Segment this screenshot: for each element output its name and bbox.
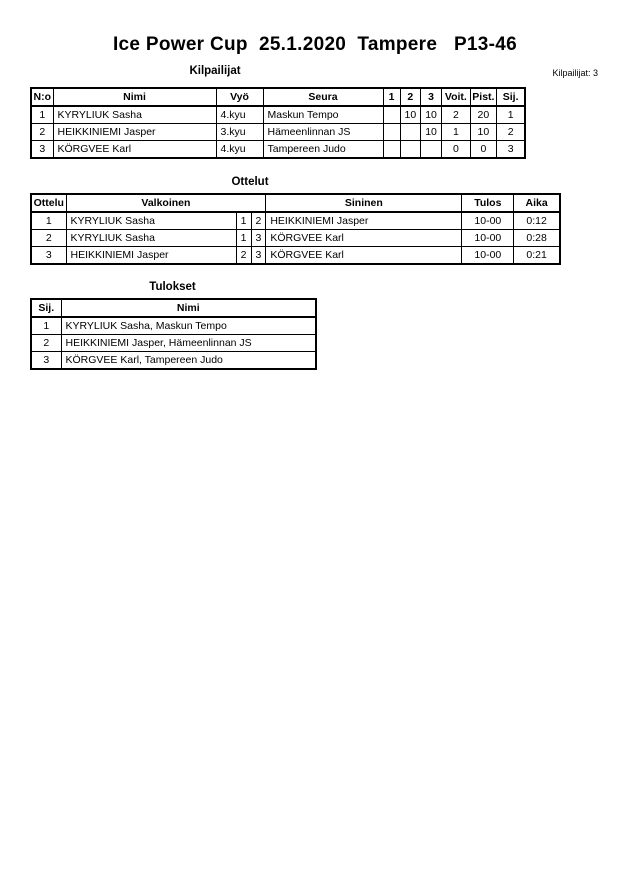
cell-white-no: 1 [236,230,251,247]
cell-score-2 [400,124,421,141]
cell-match-no: 1 [31,212,66,230]
col-header-points: Pist. [470,88,496,106]
col-header-white: Valkoinen [66,194,266,212]
col-header-place: Sij. [31,299,61,317]
col-header-belt: Vyö [216,88,263,106]
cell-no: 2 [31,124,53,141]
col-header-1: 1 [383,88,400,106]
results-section-title: Tulokset [149,281,196,293]
matches-table [30,193,561,265]
cell-club: Maskun Tempo [263,106,383,124]
col-header-3: 3 [421,88,442,106]
matches-section-title: Ottelut [231,176,269,188]
cell-result: 10-00 [462,230,514,247]
cell-blue-no: 3 [251,247,266,265]
cell-score-2: 10 [400,106,421,124]
cell-score-1 [383,124,400,141]
cell-place: 1 [496,106,525,124]
cell-belt: 4.kyu [216,106,263,124]
col-header-wins: Voit. [441,88,470,106]
cell-white-no: 1 [236,212,251,230]
cell-blue-name: KÖRGVEE Karl [266,247,462,265]
cell-blue-no: 2 [251,212,266,230]
competitor-row [31,124,525,141]
cell-blue-name: KÖRGVEE Karl [266,230,462,247]
cell-blue-name: HEIKKINIEMI Jasper [266,212,462,230]
competitors-table [30,87,526,159]
cell-place: 1 [31,317,61,335]
cell-no: 1 [31,106,53,124]
competitor-row [31,141,525,159]
match-row [31,230,560,247]
cell-score-3: 10 [421,106,442,124]
cell-name-club: HEIKKINIEMI Jasper, Hämeenlinnan JS [61,335,316,352]
cell-name: HEIKKINIEMI Jasper [53,124,216,141]
col-header-result: Tulos [462,194,514,212]
col-header-time: Aika [514,194,560,212]
match-row [31,212,560,230]
competitor-row [31,106,525,124]
cell-wins: 2 [441,106,470,124]
cell-white-name: KYRYLIUK Sasha [66,212,236,230]
cell-score-2 [400,141,421,159]
competitors-section [0,65,630,159]
cell-match-no: 2 [31,230,66,247]
cell-name-club: KÖRGVEE Karl, Tampereen Judo [61,352,316,370]
results-table [30,298,317,370]
cell-result: 10-00 [462,247,514,265]
cell-place: 3 [496,141,525,159]
cell-belt: 4.kyu [216,141,263,159]
cell-time: 0:21 [514,247,560,265]
cell-match-no: 3 [31,247,66,265]
cell-points: 20 [470,106,496,124]
col-header-2: 2 [400,88,421,106]
competitor-count-label: Kilpailijat: 3 [552,68,598,78]
cell-blue-no: 3 [251,230,266,247]
match-row [31,247,560,265]
cell-name: KYRYLIUK Sasha [53,106,216,124]
col-header-place: Sij. [496,88,525,106]
results-section [0,281,630,370]
cell-time: 0:28 [514,230,560,247]
matches-header-row [31,194,560,212]
competitors-header-row [31,88,525,106]
col-header-name: Nimi [61,299,316,317]
cell-result: 10-00 [462,212,514,230]
col-header-match: Ottelu [31,194,66,212]
cell-club: Hämeenlinnan JS [263,124,383,141]
cell-name-club: KYRYLIUK Sasha, Maskun Tempo [61,317,316,335]
col-header-name: Nimi [53,88,216,106]
page-title: Ice Power Cup 25.1.2020 Tampere P13-46 [112,34,518,55]
cell-name: KÖRGVEE Karl [53,141,216,159]
cell-white-no: 2 [236,247,251,265]
cell-place: 2 [496,124,525,141]
competitors-section-title: Kilpailijat [189,65,241,77]
cell-points: 10 [470,124,496,141]
result-row [31,352,316,370]
matches-section [0,176,630,265]
cell-belt: 3.kyu [216,124,263,141]
cell-no: 3 [31,141,53,159]
col-header-blue: Sininen [266,194,462,212]
cell-score-1 [383,141,400,159]
cell-white-name: KYRYLIUK Sasha [66,230,236,247]
cell-club: Tampereen Judo [263,141,383,159]
cell-score-3 [421,141,442,159]
cell-score-3: 10 [421,124,442,141]
cell-white-name: HEIKKINIEMI Jasper [66,247,236,265]
result-row [31,335,316,352]
col-header-club: Seura [263,88,383,106]
cell-time: 0:12 [514,212,560,230]
cell-place: 3 [31,352,61,370]
cell-place: 2 [31,335,61,352]
cell-points: 0 [470,141,496,159]
results-header-row [31,299,316,317]
cell-score-1 [383,106,400,124]
cell-wins: 1 [441,124,470,141]
cell-wins: 0 [441,141,470,159]
col-header-no: N:o [31,88,53,106]
result-row [31,317,316,335]
